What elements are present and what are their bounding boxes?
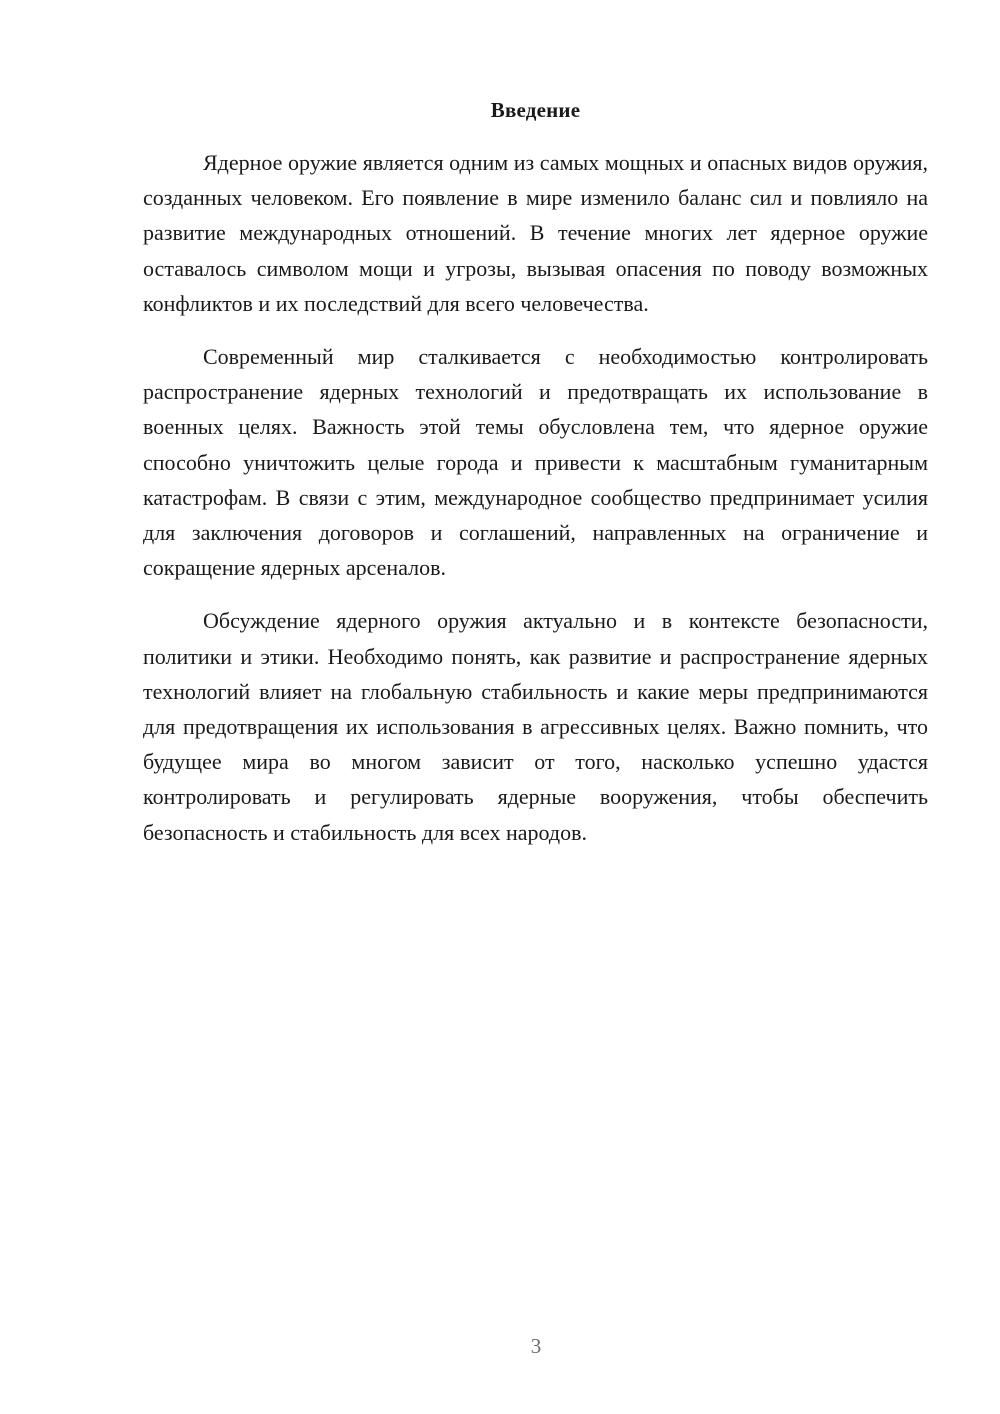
paragraph-2: Современный мир сталкивается с необходимостью контролировать распространение ядерных технологий и предотвращать их использование в военных целях. Важность этой темы обусловлена тем, что ядерное оружие способно уничтожить целые города и привести к масштабным гуманитарным катастрофам. В связи с этим, международное сообщество предпринимает усилия для заключения договоров и соглашений, направленных на ограничение и сокращение ядерных арсеналов. (143, 344, 928, 581)
page-content (143, 94, 928, 850)
paragraph-1: Ядерное оружие является одним из самых мощных и опасных видов оружия, созданных человеком. Его появление в мире изменило баланс сил и повлияло на развитие международных отношений. В течение многих лет ядерное оружие оставалось символом мощи и угрозы, вызывая опасения по поводу возможных конфликтов и их последствий для всего человечества. (143, 150, 928, 316)
page-number: 3 (530, 1334, 542, 1358)
section-heading: Введение (490, 98, 581, 122)
paragraph-3: Обсуждение ядерного оружия актуально и в контексте безопасности, политики и этики. Необходимо понять, как развитие и распространение ядерных технологий влияет на глобальную стабильность и какие меры предпринимаются для предотвращения их использования в агрессивных целях. Важно помнить, что будущее мира во многом зависит от того, насколько успешно удастся контролировать и регулировать ядерные вооружения, чтобы обеспечить безопасность и стабильность для всех народов. (143, 608, 928, 845)
